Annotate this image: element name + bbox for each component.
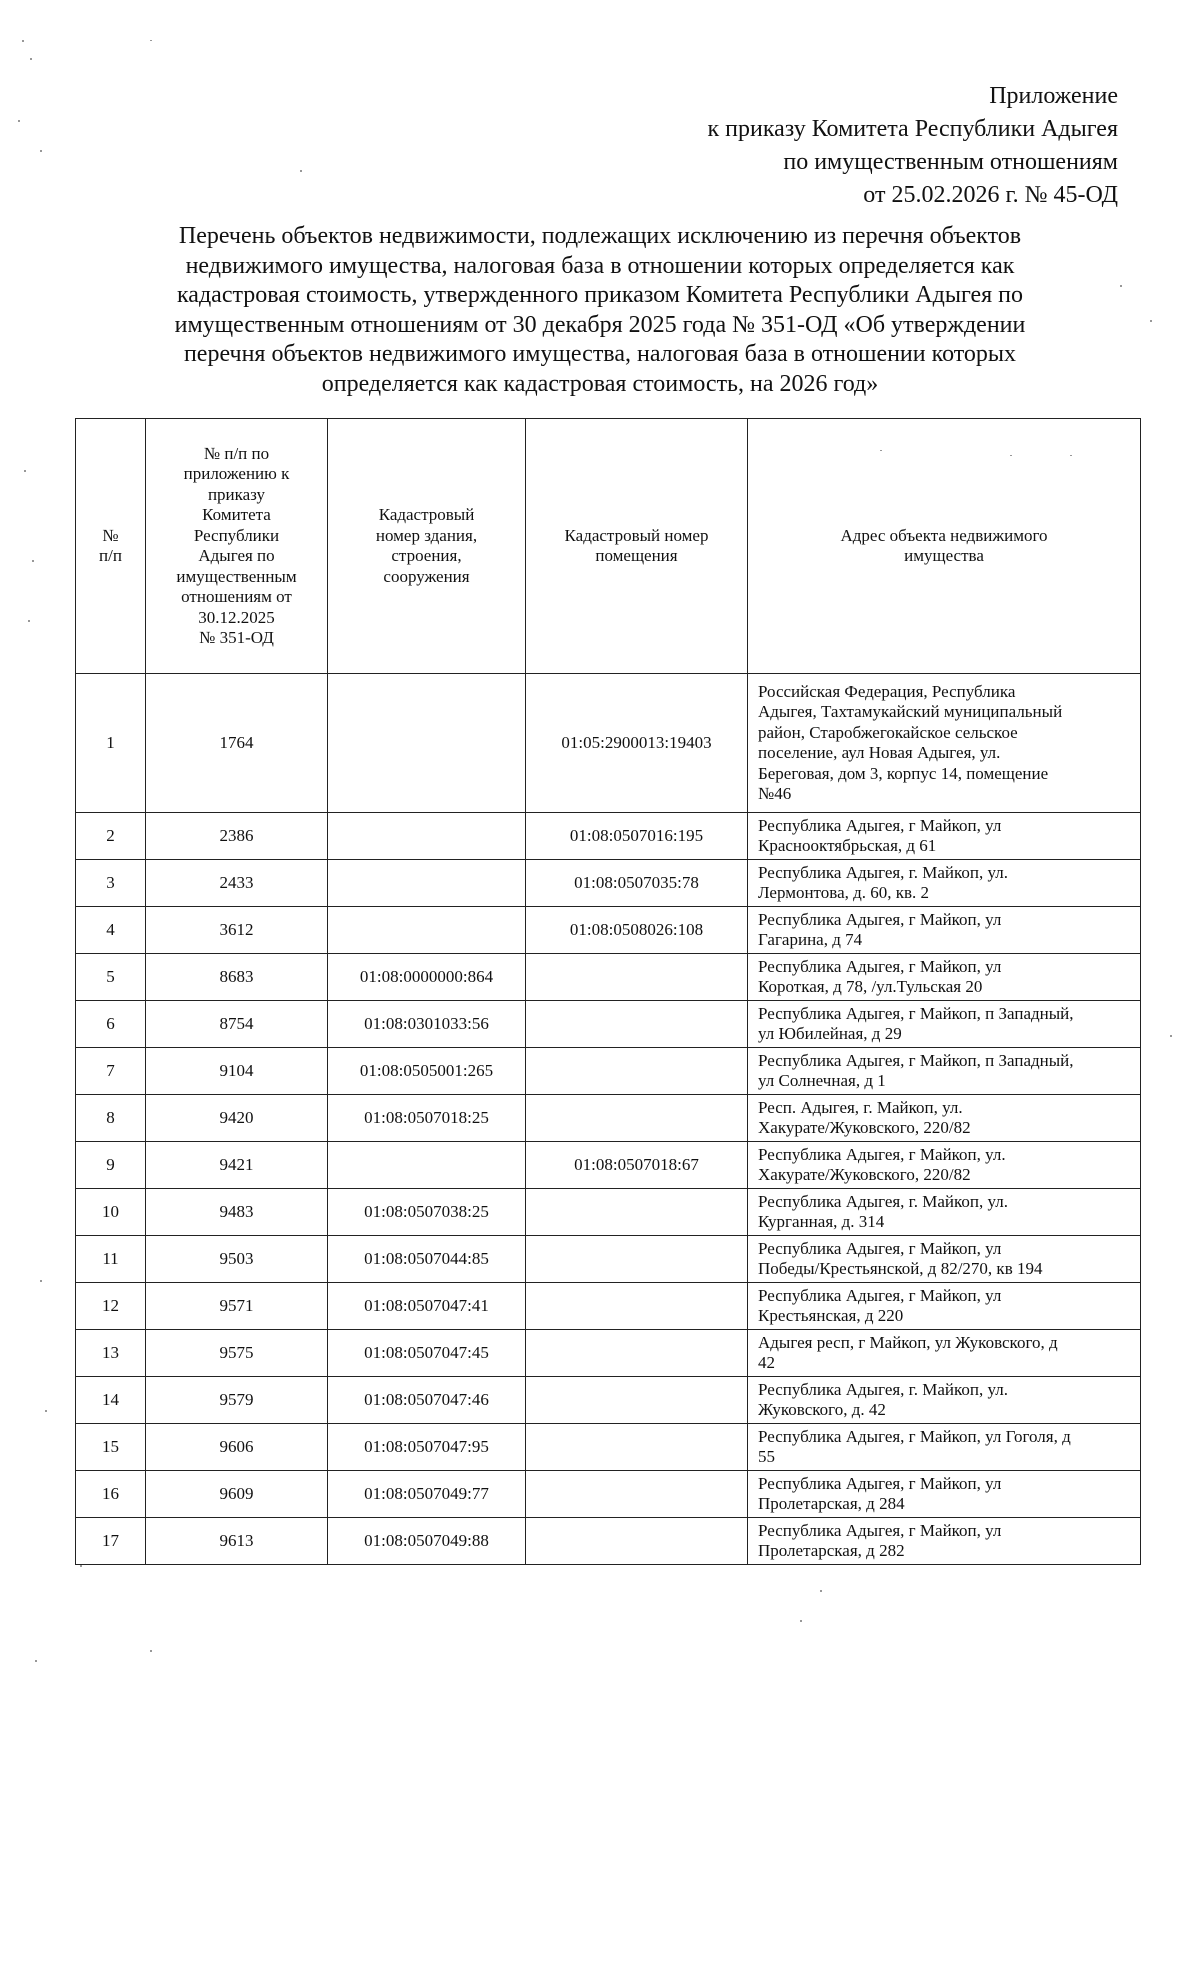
cell-ref: 9579	[146, 1377, 328, 1424]
document-title	[120, 222, 1080, 399]
table-row	[76, 1236, 1141, 1283]
address-line: Республика Адыгея, г Майкоп, ул.	[758, 1144, 1006, 1164]
header-line: Адрес объекта недвижимого	[840, 525, 1048, 545]
table-row	[76, 1518, 1141, 1565]
table-row	[76, 1189, 1141, 1236]
cell-room	[526, 1377, 748, 1424]
cell-number: 15	[76, 1424, 146, 1471]
title-line: кадастровая стоимость, утвержденного приказом Комитета Республики Адыгея по	[177, 282, 1023, 308]
header-address	[748, 419, 1141, 674]
cell-room	[526, 1424, 748, 1471]
cell-number: 2	[76, 813, 146, 860]
cell-ref: 8754	[146, 1001, 328, 1048]
cell-address	[748, 1189, 1141, 1236]
cell-building: 01:08:0507044:85	[328, 1236, 526, 1283]
address-line: Курганная, д. 314	[758, 1212, 885, 1231]
cell-address	[748, 860, 1141, 907]
cell-number: 1	[76, 674, 146, 813]
address-line: ул Солнечная, д 1	[758, 1071, 886, 1090]
header-line: Кадастровый	[378, 505, 475, 524]
scan-speck	[30, 58, 32, 60]
cell-room	[526, 1283, 748, 1330]
appendix-line: к приказу Комитета Республики Адыгея	[707, 116, 1118, 142]
address-line: Республика Адыгея, г Майкоп, ул	[758, 1473, 1002, 1493]
cell-address	[748, 1330, 1141, 1377]
header-number	[76, 419, 146, 674]
cell-ref: 9420	[146, 1095, 328, 1142]
cell-building: 01:08:0507047:46	[328, 1377, 526, 1424]
cell-ref: 9483	[146, 1189, 328, 1236]
cell-room	[526, 954, 748, 1001]
cell-building: 01:08:0507018:25	[328, 1095, 526, 1142]
cell-ref: 9606	[146, 1424, 328, 1471]
header-line: отношениям от	[181, 587, 292, 606]
cell-address	[748, 1424, 1141, 1471]
cell-ref: 9571	[146, 1283, 328, 1330]
cell-ref: 9503	[146, 1236, 328, 1283]
cell-building: 01:08:0301033:56	[328, 1001, 526, 1048]
cell-room: 01:08:0507016:195	[526, 813, 748, 860]
cell-number: 3	[76, 860, 146, 907]
cell-building: 01:08:0507049:77	[328, 1471, 526, 1518]
cell-room: 01:05:2900013:19403	[526, 674, 748, 813]
address-line: Республика Адыгея, г Майкоп, п Западный,	[758, 1003, 1074, 1023]
cell-room: 01:08:0507018:67	[526, 1142, 748, 1189]
table-row	[76, 1048, 1141, 1095]
cell-building	[328, 1142, 526, 1189]
address-line: 42	[758, 1353, 775, 1372]
cell-ref: 9609	[146, 1471, 328, 1518]
scan-speck	[24, 470, 26, 472]
address-line: Респ. Адыгея, г. Майкоп, ул.	[758, 1097, 963, 1117]
cell-address	[748, 1518, 1141, 1565]
cell-number: 9	[76, 1142, 146, 1189]
cell-number: 14	[76, 1377, 146, 1424]
header-line: п/п	[99, 546, 122, 565]
header-room-cadastral	[526, 419, 748, 674]
cell-ref: 9613	[146, 1518, 328, 1565]
address-line: Победы/Крестьянской, д 82/270, кв 194	[758, 1259, 1043, 1278]
cell-number: 4	[76, 907, 146, 954]
header-line: № п/п по	[203, 443, 270, 463]
cell-number: 11	[76, 1236, 146, 1283]
cell-number: 16	[76, 1471, 146, 1518]
cell-room	[526, 1189, 748, 1236]
scan-speck	[150, 1650, 152, 1652]
title-line: перечня объектов недвижимого имущества, налоговая база в отношении которых	[183, 341, 1017, 367]
cell-number: 12	[76, 1283, 146, 1330]
address-line: Адыгея, Тахтамукайский муниципальный	[758, 702, 1063, 721]
cell-number: 13	[76, 1330, 146, 1377]
scan-speck	[800, 1620, 802, 1622]
header-line: строения,	[391, 546, 462, 565]
table-row	[76, 813, 1141, 860]
address-line: Республика Адыгея, г Майкоп, ул	[758, 1520, 1002, 1540]
header-building-cadastral	[328, 419, 526, 674]
header-line: приложению к	[183, 464, 290, 483]
table-row	[76, 1424, 1141, 1471]
title-line: Перечень объектов недвижимости, подлежащих исключению из перечня объектов	[178, 223, 1022, 249]
cell-number: 5	[76, 954, 146, 1001]
cell-room	[526, 1236, 748, 1283]
address-line: Краснооктябрьская, д 61	[758, 836, 937, 855]
header-line: Республики	[193, 525, 280, 545]
header-line: помещения	[595, 546, 678, 565]
cell-room	[526, 1471, 748, 1518]
cell-building: 01:08:0000000:864	[328, 954, 526, 1001]
scan-speck	[820, 1590, 822, 1592]
table-row	[76, 1377, 1141, 1424]
address-line: Пролетарская, д 284	[758, 1494, 905, 1513]
header-line: номер здания,	[375, 525, 478, 545]
address-line: Республика Адыгея, г Майкоп, ул	[758, 815, 1002, 835]
address-line: Российская Федерация, Республика	[758, 681, 1016, 701]
cell-building	[328, 813, 526, 860]
title-line: имущественным отношениям от 30 декабря 2025 года № 351-ОД «Об утверждении	[174, 311, 1026, 338]
address-line: Адыгея респ, г Майкоп, ул Жуковского, д	[758, 1332, 1058, 1352]
cell-address	[748, 1001, 1141, 1048]
header-line: №	[102, 525, 119, 545]
address-line: Республика Адыгея, г Майкоп, ул	[758, 909, 1002, 929]
scan-speck	[880, 450, 882, 451]
appendix-line: от 25.02.2026 г. № 45-ОД	[863, 182, 1118, 208]
cell-address	[748, 1048, 1141, 1095]
scan-speck	[1150, 320, 1152, 322]
address-line: Гагарина, д 74	[758, 930, 863, 949]
cell-room: 01:08:0508026:108	[526, 907, 748, 954]
header-line: Комитета	[202, 505, 271, 524]
address-line: Республика Адыгея, г Майкоп, ул	[758, 1238, 1002, 1258]
cell-room	[526, 1048, 748, 1095]
scan-speck	[45, 1410, 47, 1412]
cell-address	[748, 954, 1141, 1001]
cell-address	[748, 1283, 1141, 1330]
address-line: Лермонтова, д. 60, кв. 2	[758, 883, 930, 902]
header-row	[76, 419, 1141, 674]
table-row	[76, 954, 1141, 1001]
scan-speck	[1170, 1035, 1172, 1037]
objects-table	[75, 418, 1141, 1565]
cell-building: 01:08:0507049:88	[328, 1518, 526, 1565]
scan-speck	[1070, 455, 1072, 456]
cell-building	[328, 674, 526, 813]
cell-number: 6	[76, 1001, 146, 1048]
cell-ref: 8683	[146, 954, 328, 1001]
address-line: №46	[758, 784, 792, 803]
address-line: Крестьянская, д 220	[758, 1306, 904, 1325]
table-row	[76, 1471, 1141, 1518]
cell-building	[328, 860, 526, 907]
table-row	[76, 674, 1141, 813]
cell-ref: 3612	[146, 907, 328, 954]
address-line: Жуковского, д. 42	[758, 1400, 886, 1419]
scan-speck	[35, 1660, 37, 1662]
cell-building: 01:08:0507047:45	[328, 1330, 526, 1377]
appendix-line: Приложение	[989, 83, 1118, 109]
header-line: сооружения	[383, 566, 470, 586]
table-row	[76, 860, 1141, 907]
cell-address	[748, 907, 1141, 954]
cell-building: 01:08:0507047:95	[328, 1424, 526, 1471]
scan-speck	[300, 170, 302, 172]
header-ref-number	[146, 419, 328, 674]
table-row	[76, 1142, 1141, 1189]
cell-building: 01:08:0507047:41	[328, 1283, 526, 1330]
cell-room	[526, 1001, 748, 1048]
cell-address	[748, 1377, 1141, 1424]
address-line: Береговая, дом 3, корпус 14, помещение	[758, 763, 1049, 783]
cell-ref: 1764	[146, 674, 328, 813]
scan-speck	[150, 40, 152, 41]
header-line: 30.12.2025	[198, 607, 275, 627]
address-line: Республика Адыгея, г. Майкоп, ул.	[758, 1191, 1008, 1211]
appendix-line: по имущественным отношениям	[783, 149, 1118, 175]
cell-address	[748, 674, 1141, 813]
scan-speck	[22, 40, 24, 42]
cell-address	[748, 1471, 1141, 1518]
cell-room	[526, 1518, 748, 1565]
cell-room: 01:08:0507035:78	[526, 860, 748, 907]
header-line: Адыгея по	[198, 546, 275, 565]
title-line: недвижимого имущества, налоговая база в отношении которых определяется как	[185, 252, 1015, 279]
header-line: имущества	[904, 546, 984, 565]
scan-speck	[1120, 285, 1122, 287]
address-line: Хакурате/Жуковского, 220/82	[758, 1165, 971, 1184]
appendix-block	[558, 80, 1118, 212]
cell-number: 7	[76, 1048, 146, 1095]
address-line: Короткая, д 78, /ул.Тульская 20	[758, 977, 983, 996]
cell-building: 01:08:0505001:265	[328, 1048, 526, 1095]
table-row	[76, 1330, 1141, 1377]
scan-speck	[18, 120, 20, 122]
address-line: Пролетарская, д 282	[758, 1541, 905, 1560]
scan-speck	[40, 150, 42, 152]
scan-speck	[40, 1280, 42, 1282]
table-row	[76, 1095, 1141, 1142]
header-line: приказу	[207, 484, 266, 504]
cell-number: 10	[76, 1189, 146, 1236]
address-line: район, Старобжегокайское сельское	[758, 722, 1018, 742]
address-line: поселение, аул Новая Адыгея, ул.	[758, 743, 1001, 762]
address-line: Республика Адыгея, г. Майкоп, ул.	[758, 862, 1008, 882]
cell-building	[328, 907, 526, 954]
address-line: Республика Адыгея, г Майкоп, ул	[758, 956, 1002, 976]
cell-number: 8	[76, 1095, 146, 1142]
address-line: Республика Адыгея, г Майкоп, п Западный,	[758, 1050, 1074, 1070]
address-line: Республика Адыгея, г Майкоп, ул Гоголя, д	[758, 1426, 1071, 1446]
cell-number: 17	[76, 1518, 146, 1565]
cell-address	[748, 813, 1141, 860]
cell-room	[526, 1330, 748, 1377]
table-row	[76, 907, 1141, 954]
address-line: Республика Адыгея, г. Майкоп, ул.	[758, 1379, 1008, 1399]
cell-address	[748, 1142, 1141, 1189]
scan-speck	[32, 560, 34, 562]
table-row	[76, 1283, 1141, 1330]
header-line: № 351-ОД	[199, 628, 274, 647]
cell-room	[526, 1095, 748, 1142]
cell-ref: 2386	[146, 813, 328, 860]
scan-speck	[1010, 455, 1012, 456]
cell-ref: 9104	[146, 1048, 328, 1095]
cell-address	[748, 1236, 1141, 1283]
address-line: 55	[758, 1447, 775, 1466]
cell-building: 01:08:0507038:25	[328, 1189, 526, 1236]
cell-ref: 9421	[146, 1142, 328, 1189]
scan-speck	[28, 620, 30, 622]
scan-speck	[80, 1565, 82, 1567]
header-line: Кадастровый номер	[564, 525, 709, 545]
header-line: имущественным	[176, 566, 297, 586]
cell-ref: 9575	[146, 1330, 328, 1377]
cell-ref: 2433	[146, 860, 328, 907]
table-row	[76, 1001, 1141, 1048]
cell-address	[748, 1095, 1141, 1142]
address-line: ул Юбилейная, д 29	[758, 1024, 902, 1043]
address-line: Хакурате/Жуковского, 220/82	[758, 1118, 971, 1137]
address-line: Республика Адыгея, г Майкоп, ул	[758, 1285, 1002, 1305]
title-line: определяется как кадастровая стоимость, на 2026 год»	[321, 370, 879, 397]
